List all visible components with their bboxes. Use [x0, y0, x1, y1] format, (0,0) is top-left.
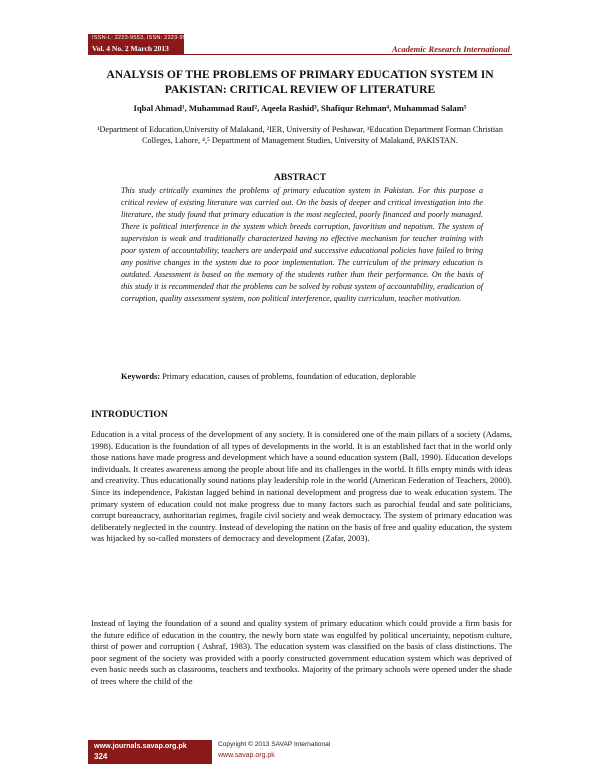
intro-paragraph-1: Education is a vital process of the development of any society. It is considered one of the main pillars of a society (Adams, 1998). Education is the foundation of all types of developments in the world. It is an established fact that in the world only those nations have made progress and development which have a sound education system (Ball, 1990). Education develops individuals. It creates awareness among the people about life and its challenges in the world. It fills empty minds with ideas and creativity. Thus educationally sound nations play leadership role in the world (American Federation of Teachers, 2000). Since its independence, Pakistan lagged behind in national development and progress due to weak education system. The primary system of education could not make progress due to many factors such as parochial feudal and sate politicians, corrupt bureaucracy, authoritarian regimes, fragile civil society and weak democracy. The system of primary education was deliberately neglected in the country. Instead of developing the nation on the basis of free and quality education, the system was hijacked by so-called monsters of democracy and development (Zafar, 2003). [91, 429, 512, 544]
introduction-heading: INTRODUCTION [91, 409, 168, 420]
keywords-text: Primary education, causes of problems, foundation of education, deplorable [162, 372, 416, 381]
intro-paragraph-2: Instead of laying the foundation of a sound and quality system of primary education which could provide a firm basis for the future edifice of education in the country, the newly born state was engulfed by political uncertainty, nepotism culture, thirst of power and corruption ( Ashraf, 1983). The education system was classified on the basis of class distinctions. The poor segment of the society was provided with a poorly constructed government education system which was deprived of even basic needs such as classrooms, teachers and textbooks. Majority of the primary schools were opened under the shade of trees where the child of the [91, 618, 512, 686]
author-list: Iqbal Ahmad¹, Muhammad Rauf², Aqeela Rashid³, Shafiqur Rehman⁴, Muhammad Salam⁵ [133, 103, 467, 113]
copyright-notice: Copyright © 2013 SAVAP International [218, 741, 331, 748]
keywords-label: Keywords: [121, 372, 161, 381]
volume-label: Vol. 4 No. 2 March 2013 [92, 44, 169, 53]
abstract-text: This study critically examines the problems of primary education system in Pakistan. For this purpose a critical review of existing literature was carried out. On the basis of deeper and critical investigation into the literature, the study found that primary education is the most neglected, poorly financed and poorly managed. There is political interference in the system which breeds corruption, favoritism and nepotism. The system of supervision is weak and traditionally characterized having no effective mechanism for teacher training with poor system of accountability, teachers are underpaid and successive educational policies have failed to bring any positive changes in the system due to poor implementation. The curriculum of the primary education is outdated. Assessment is based on the memory of the students rather than their performance. On the basis of this study it is recommended that the problems can be solved by robust system of accountability, eradication of corruption, quality assessment system, non political interference, quality curriculum, teacher motivation. [121, 186, 483, 303]
page-number: 324 [94, 752, 108, 761]
footer-site-url[interactable]: www.savap.org.pk [218, 752, 275, 759]
affiliations: ¹Department of Education,University of Malakand, ²IER, University of Peshawar, ³Education Department Forman Christian Colleges, Lahore, ⁴,⁵ Department of Management Studies, University of Malakand, PAKISTAN. [97, 125, 503, 145]
footer-journal-url[interactable]: www.journals.savap.org.pk [94, 741, 187, 750]
header-rule [88, 54, 512, 55]
issn-label: ISSN-L: 2223-9553, ISSN: 2223-9944 [92, 35, 193, 41]
paper-title: ANALYSIS OF THE PROBLEMS OF PRIMARY EDUCATION SYSTEM IN PAKISTAN: CRITICAL REVIEW OF LITERATURE [106, 68, 494, 96]
abstract-heading: ABSTRACT [273, 172, 327, 183]
journal-name: Academic Research International [391, 44, 510, 54]
keywords [121, 371, 483, 382]
